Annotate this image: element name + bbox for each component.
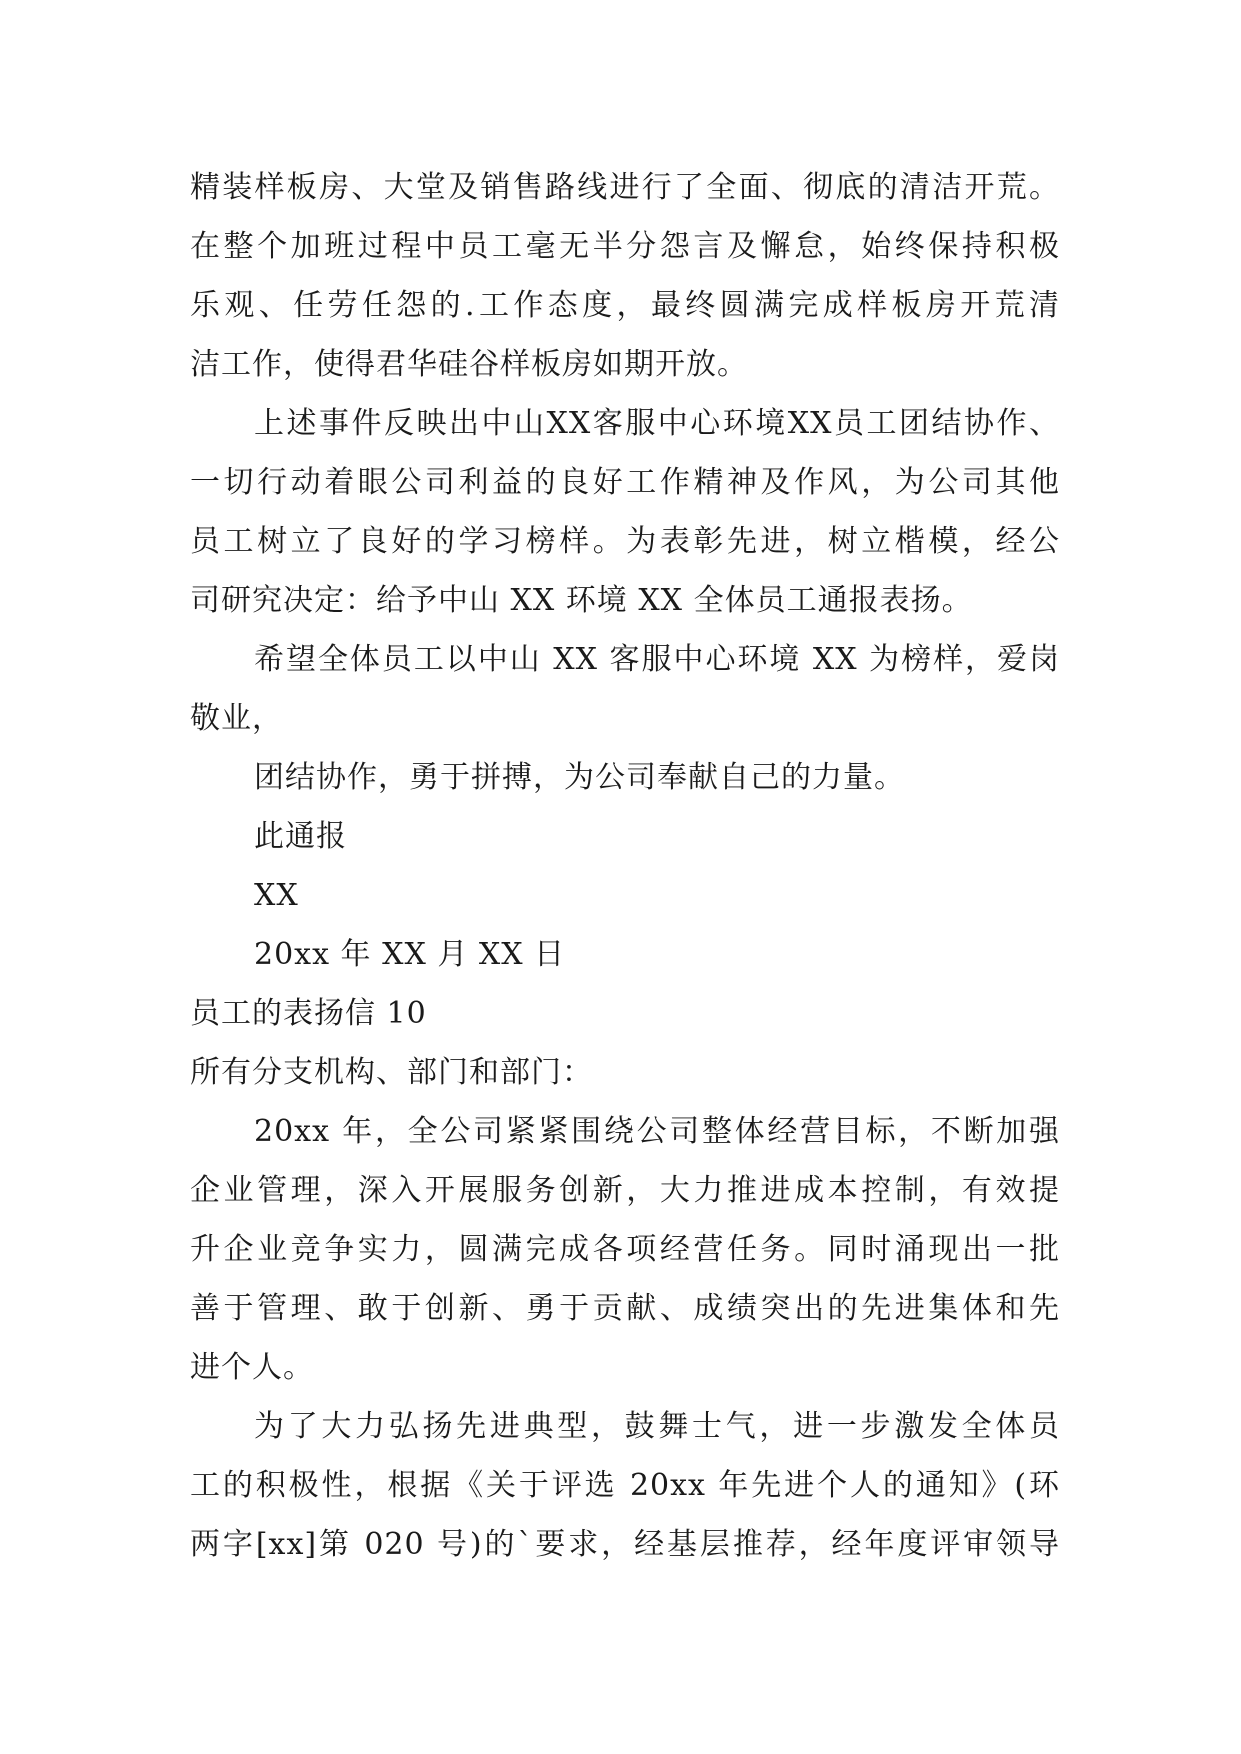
text-line: 此通报	[254, 819, 347, 854]
text-line: XX	[254, 878, 299, 913]
text-line: 20xx 年，全公司紧紧围绕公司整体经营目标，不断加强	[254, 1114, 1060, 1149]
text-line: 乐观、任劳任怨的.工作态度，最终圆满完成样板房开荒清	[190, 288, 1060, 323]
text-line: 司研究决定：给予中山 XX 环境 XX 全体员工通报表扬。	[190, 583, 973, 618]
text-line: 员工的表扬信 10	[190, 996, 427, 1031]
text-line: 两字[xx]第 020 号)的`要求，经基层推荐，经年度评审领导	[190, 1527, 1060, 1562]
text-line: 善于管理、敢于创新、勇于贡献、成绩突出的先进集体和先	[190, 1291, 1060, 1326]
text-line: 为了大力弘扬先进典型，鼓舞士气，进一步激发全体员	[254, 1409, 1060, 1444]
text-line: 希望全体员工以中山 XX 客服中心环境 XX 为榜样，爱岗	[254, 642, 1060, 677]
text-line: 升企业竞争实力，圆满完成各项经营任务。同时涌现出一批	[190, 1232, 1060, 1267]
text-line: 员工树立了良好的学习榜样。为表彰先进，树立楷模，经公	[190, 524, 1060, 559]
text-line: 在整个加班过程中员工毫无半分怨言及懈怠，始终保持积极	[190, 229, 1060, 264]
document-body	[190, 158, 1060, 1574]
text-line: 敬业，	[190, 701, 283, 736]
text-line: 所有分支机构、部门和部门：	[190, 1055, 593, 1090]
text-line: 工的积极性，根据《关于评选 20xx 年先进个人的通知》(环	[190, 1468, 1060, 1503]
text-line: 精装样板房、大堂及销售路线进行了全面、彻底的清洁开荒。	[190, 170, 1060, 205]
text-line: 20xx 年 XX 月 XX 日	[254, 937, 566, 972]
text-line: 上述事件反映出中山XX客服中心环境XX员工团结协作、	[254, 406, 1060, 441]
text-line: 团结协作，勇于拼搏，为公司奉献自己的力量。	[254, 760, 905, 795]
text-line: 企业管理，深入开展服务创新，大力推进成本控制，有效提	[190, 1173, 1060, 1208]
text-line: 进个人。	[190, 1350, 314, 1385]
text-line: 一切行动着眼公司利益的良好工作精神及作风，为公司其他	[190, 465, 1060, 500]
text-line: 洁工作，使得君华硅谷样板房如期开放。	[190, 347, 748, 382]
